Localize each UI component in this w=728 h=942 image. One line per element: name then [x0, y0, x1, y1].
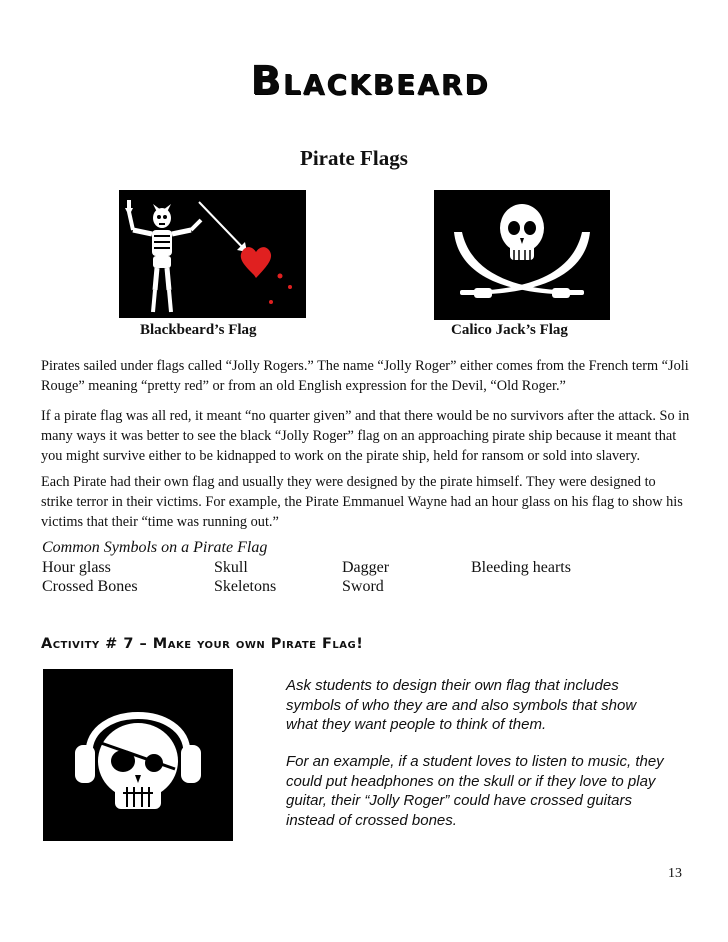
symbols-list: [42, 538, 662, 598]
symbol-item: Dagger: [342, 559, 390, 576]
paragraph-jolly-roger: Pirates sailed under flags called “Jolly Rogers.” The name “Jolly Roger” either comes from the French term “Joli Rouge” meaning “pretty red” or from an old English expression for the Devil, “Old Roger.”: [41, 358, 689, 394]
symbol-item: Skull: [214, 559, 248, 576]
symbol-item: Sword: [342, 578, 384, 595]
headphones-skull-flag-image: [43, 669, 233, 841]
symbol-item: Crossed Bones: [42, 578, 138, 595]
symbols-heading: Common Symbols on a Pirate Flag: [42, 539, 268, 556]
blackbeard-flag-image: [119, 190, 306, 318]
activity-heading: Activity # 7 – Make your own Pirate Flag!: [41, 636, 364, 652]
page-title: Blackbeard: [250, 58, 490, 104]
page-number: 13: [668, 866, 682, 881]
symbol-item: Hour glass: [42, 559, 111, 576]
section-title: Pirate Flags: [300, 146, 408, 170]
symbol-item: Skeletons: [214, 578, 277, 595]
symbol-item: Bleeding hearts: [471, 559, 571, 576]
calico-jack-flag-caption: Calico Jack’s Flag: [451, 322, 568, 338]
blackbeard-flag-caption: Blackbeard’s Flag: [140, 322, 257, 338]
paragraph-red-flag: If a pirate flag was all red, it meant “no quarter given” and that there would be no survivors after the attack. So in many ways it was better to see the black “Jolly Roger” flag on an approaching pirate ship because it meant that you might survive either to be kidnapped to work on the pirate ship, held for ransom or sold into slavery.: [41, 408, 690, 464]
activity-instructions: Ask students to design their own flag that includes symbols of who they are and also symbols that show what they want people to think of them.: [286, 677, 637, 733]
paragraph-own-flag: Each Pirate had their own flag and usually they were designed by the pirate himself. They were designed to strike terror in their victims. For example, the Pirate Emmanuel Wayne had an hour glass on his flag to show his victims that their “time was running out.”: [41, 474, 683, 530]
calico-jack-flag-image: [434, 190, 610, 320]
activity-example: For an example, if a student loves to listen to music, they could put headphones on the skull or if they love to play guitar, their “Jolly Roger” could have crossed guitars instead of crossed bones.: [286, 753, 664, 829]
